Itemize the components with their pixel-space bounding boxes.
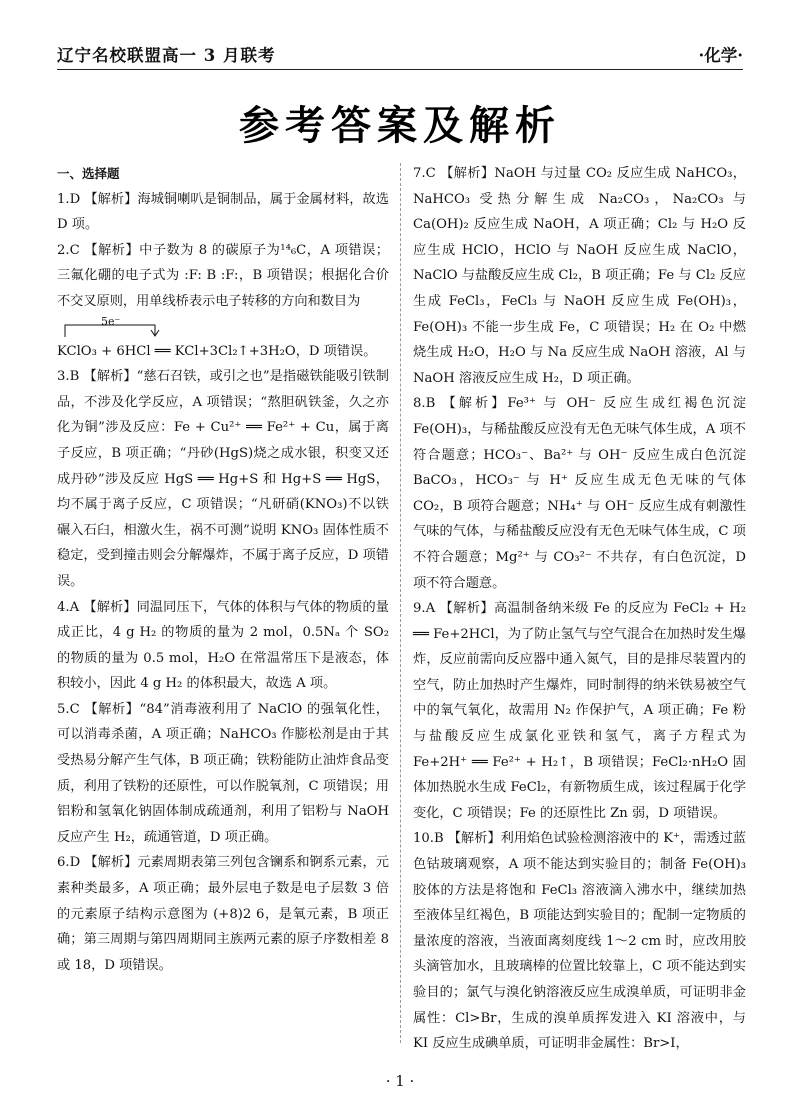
answer-1: 1.D 【解析】海城铜喇叭是铜制品，属于金属材料，故选 D 项。 xyxy=(57,191,389,233)
page-header xyxy=(57,40,743,66)
transfer-arrow-icon xyxy=(59,315,199,339)
answer-5: 5.C 【解析】“84”消毒液利用了 NaClO 的强氧化性，可以消毒杀菌，A 项正确；NaHCO₃ 作膨松剂是由于其受热易分解产生气体，B 项正确；铁粉能防止油炸食品变质，利用了铁粉的还原性，可以作脱氧剂，C 项错误；用铝粉和氢氧化钠固体制成疏通剂，利用了铝粉与 NaOH 反应产生 H₂，疏通管道，D 项正确。 xyxy=(57,701,389,845)
answer-10: 10.B 【解析】利用焰色试验检测溶液中的 K⁺，需透过蓝色钴玻璃观察，A 项不能达到实验目的；制备 Fe(OH)₃ 胶体的方法是将饱和 FeCl₃ 溶液滴入沸水中，继续加热至液体呈红褐色，B 项能达到实验目的；配制一定物质的量浓度的溶液，当液面离刻度线 1～2 cm 时，应改用胶头滴管加水，且玻璃棒的位置比较靠上，C 项不能达到实验目的；氯气与溴化钠溶液反应生成溴单质，可证明非金属性：Cl>Br，生成的溴单质挥发进入 KI 溶液中，与 KI 反应生成碘单质，可证明非金属性：Br>I， xyxy=(413,831,746,1052)
answer-9: 9.A 【解析】高温制备纳米级 Fe 的反应为 FeCl₂ + H₂ ══ Fe+2HCl，为了防止氢气与空气混合在加热时发生爆炸，反应前需向反应器中通入氮气，目的是排尽装置内的空气，防止加热时产生爆炸，同时制得的纳米铁易被空气中的氧气氧化，故需用 N₂ 作保护气，A 项正确；Fe 粉与盐酸反应生成氯化亚铁和氢气，离子方程式为 Fe+2H⁺ ══ Fe²⁺ + H₂↑，B 项错误；FeCl₂·nH₂O 固体加热脱水生成 FeCl₂，有新物质生成，该过程属于化学变化，C 项错误；Fe 的还原性比 Zn 弱，D 项错误。 xyxy=(413,601,746,821)
column-divider xyxy=(400,163,401,1043)
exam-title: 辽宁名校联盟高一 3 月联考 xyxy=(57,46,276,65)
electron-transfer-diagram xyxy=(57,315,389,339)
subject-label: ·化学· xyxy=(698,46,743,65)
answer-2: 2.C 【解析】中子数为 8 的碳原子为¹⁴₆C，A 项错误；三氟化硼的电子式为 :F: B :F:，B 项错误；根据化合价不交叉原则，用单线桥表示电子转移的方向和数目为 xyxy=(57,242,389,309)
header-rule xyxy=(57,69,743,70)
answer-2-equation: KClO₃ + 6HCl ══ KCl+3Cl₂↑+3H₂O，D 项错误。 xyxy=(57,343,377,359)
section-heading: 一、选择题 xyxy=(57,166,120,181)
page-number: · 1 · xyxy=(385,1072,415,1090)
page-title: 参考答案及解析 xyxy=(239,103,561,149)
answer-3: 3.B 【解析】“慈石召铁，或引之也”是指磁铁能吸引铁制品，不涉及化学反应，A 项错误；“熬胆矾铁釜，久之亦化为铜”涉及反应：Fe + Cu²⁺ ══ Fe²⁺ + Cu，属于离子反应，B 项正确；“丹砂(HgS)烧之成水银，积变又还成丹砂”涉及反应 HgS ══ Hg+S 和 Hg+S ══ HgS，均不属于离子反应，C 项错误；“凡研硝(KNO₃)不以铁碾入石臼，相激火生，祸不可测”说明 KNO₃ 固体性质不稳定，受到撞击则会分解爆炸，不属于离子反应，D 项错误。 xyxy=(57,369,389,589)
answer-8: 8.B 【解析】Fe³⁺ 与 OH⁻ 反应生成红褐色沉淀 Fe(OH)₃，与稀盐酸反应没有无色无味气体生成，A 项不符合题意；HCO₃⁻、Ba²⁺ 与 OH⁻ 反应生成白色沉淀 BaCO₃，HCO₃⁻ 与 H⁺ 反应生成无色无味的气体 CO₂，B 项符合题意；NH₄⁺ 与 OH⁻ 反应生成有刺激性气味的气体，与稀盐酸反应没有无色无味气体生成，C 项不符合题意；Mg²⁺ 与 CO₃²⁻ 不共存，有白色沉淀，D 项不符合题意。 xyxy=(413,396,746,591)
right-column xyxy=(413,161,746,1057)
answer-7: 7.C 【解析】NaOH 与过量 CO₂ 反应生成 NaHCO₃，NaHCO₃ 受热分解生成 Na₂CO₃，Na₂CO₃ 与 Ca(OH)₂ 反应生成 NaOH，A 项正确；Cl₂ 与 H₂O 反应生成 HClO，HClO 与 NaOH 反应生成 NaClO，NaClO 与盐酸反应生成 Cl₂，B 项正确；Fe 与 Cl₂ 反应生成 FeCl₃，FeCl₃ 与 NaOH 反应生成 Fe(OH)₃，Fe(OH)₃ 不能一步生成 Fe，C 项错误；H₂ 在 O₂ 中燃烧生成 H₂O，H₂O 与 Na 反应生成 NaOH 溶液，Al 与 NaOH 溶液反应生成 H₂，D 项正确。 xyxy=(413,166,746,386)
answer-4: 4.A 【解析】同温同压下，气体的体积与气体的物质的量成正比，4 g H₂ 的物质的量为 2 mol，0.5Nₐ 个 SO₂ 的物质的量为 0.5 mol，H₂O 在常温常压下是液态，体积较小，因此 4 g H₂ 的体积最大，故选 A 项。 xyxy=(57,599,389,692)
transfer-label: 5e⁻ xyxy=(101,314,121,328)
left-column xyxy=(57,161,389,978)
answer-6: 6.D 【解析】元素周期表第三列包含镧系和锕系元素，元素种类最多，A 项正确；最外层电子数是电子层数 3 倍的元素原子结构示意图为 (+8)2 6，是氧元素，B 项正确；第三周期与第四周期同主族两元素的原子序数相差 8 或 18，D 项错误。 xyxy=(57,855,389,973)
